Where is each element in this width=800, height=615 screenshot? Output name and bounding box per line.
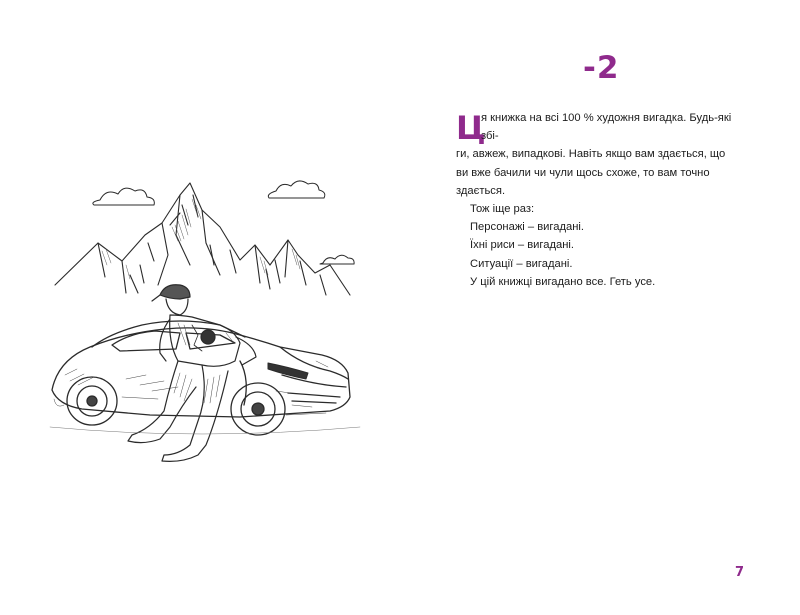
text-line: Тож іще раз: xyxy=(470,203,535,216)
page-number: 7 xyxy=(735,565,745,580)
drop-cap: Ц xyxy=(456,109,486,147)
text-line: Персонажі – вигадані. xyxy=(470,221,585,234)
illustration-man-with-car xyxy=(30,165,375,465)
chapter-body xyxy=(456,109,746,291)
text-line: Ситуації – вигадані. xyxy=(470,257,573,270)
cloud-icon xyxy=(93,181,354,264)
text-line: У цій книжці вигадано все. Геть усе. xyxy=(470,275,656,288)
text-line: ви вже бачили чи чули щось схоже, то вам точно здається. xyxy=(456,166,710,197)
chapter-number: -2 xyxy=(583,50,620,86)
first-paragraph xyxy=(456,109,746,200)
text-line: ги, авжеж, випадкові. Навіть якщо вам здається, що xyxy=(456,148,726,161)
text-line: я книжка на всі 100 % художня вигадка. Будь-які збі- xyxy=(481,112,732,143)
text-line: Їхні риси – вигадані. xyxy=(470,239,574,252)
